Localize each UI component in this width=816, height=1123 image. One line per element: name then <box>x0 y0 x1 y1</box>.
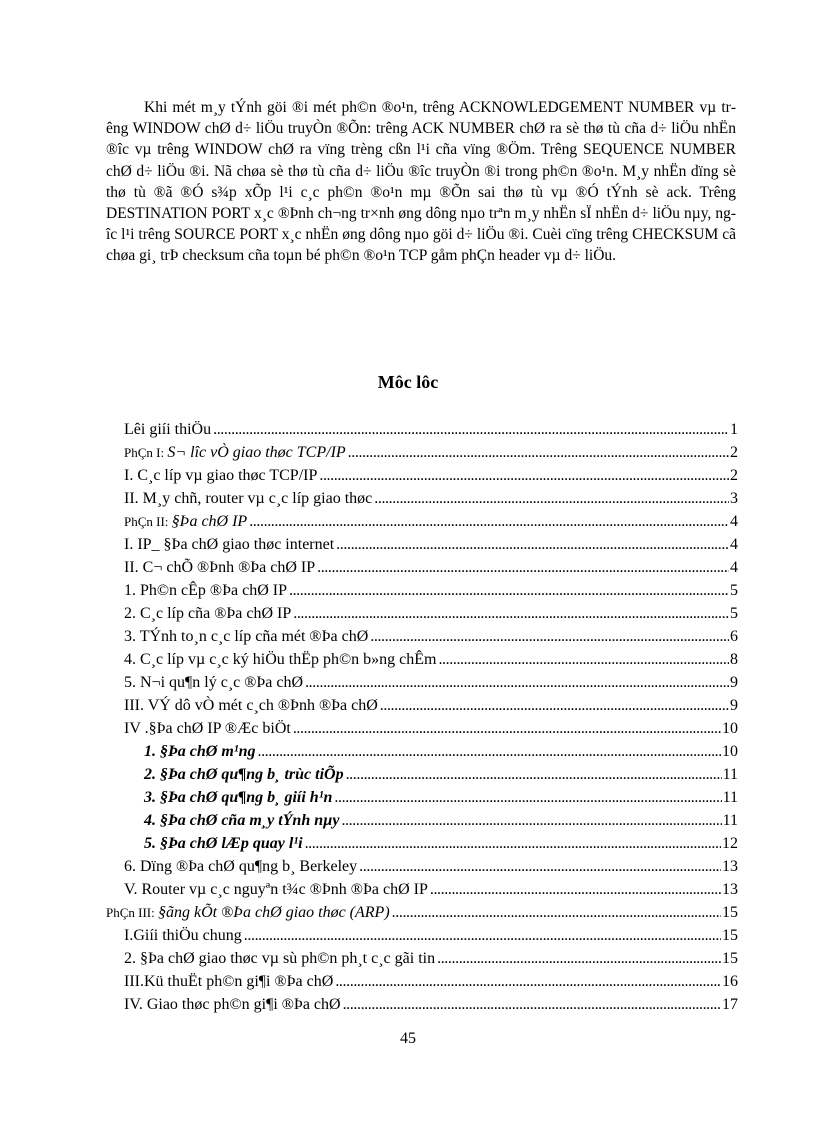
toc-entry[interactable] <box>124 648 738 670</box>
toc-entry-page: 5 <box>730 605 738 622</box>
toc-entry-page: 8 <box>730 651 738 668</box>
leader-dots <box>392 903 721 923</box>
toc-entry[interactable] <box>124 602 738 624</box>
leader-dots <box>305 673 729 693</box>
toc-entry-page: 1 <box>730 421 738 438</box>
toc-entry-label <box>124 512 249 532</box>
toc-entry[interactable] <box>124 464 738 486</box>
toc-entry-label: 5. N¬i qu¶n lý c¸c ®Þa chØ <box>124 674 304 691</box>
leader-dots <box>343 995 721 1015</box>
toc-entry-page: 4 <box>730 559 738 576</box>
toc-entry-page: 5 <box>730 582 738 599</box>
toc-entry[interactable] <box>124 924 738 946</box>
leader-dots <box>305 834 721 854</box>
leader-dots <box>317 558 729 578</box>
toc-title: Môc lôc <box>377 372 439 392</box>
toc-entry[interactable] <box>124 970 738 992</box>
toc-entry-page: 10 <box>722 743 738 760</box>
toc-entry-label: 3. §Þa chØ qu¶ng b¸ giíi h¹n <box>144 789 333 806</box>
toc-entry-sub[interactable] <box>144 763 738 785</box>
toc-entry-page: 16 <box>722 973 738 990</box>
toc-entry-sub[interactable] <box>144 809 738 831</box>
toc-entry[interactable] <box>124 487 738 509</box>
leader-dots <box>438 650 729 670</box>
leader-dots <box>213 420 729 440</box>
leader-dots <box>289 581 729 601</box>
toc-entry-label: III. VÝ dô vÒ mét c¸ch ®Þnh ®Þa chØ <box>124 697 378 714</box>
leader-dots <box>293 719 721 739</box>
leader-dots <box>346 765 722 785</box>
toc-entry-label: 3. TÝnh to¸n c¸c líp cña mét ®Þa chØ <box>124 628 369 645</box>
toc-entry-page: 4 <box>730 513 738 530</box>
toc-entry-label: I.Giíi thiÖu chung <box>124 927 242 944</box>
toc-entry-label: Lêi giíi thiÖu <box>124 421 212 438</box>
toc-entry-label: V. Router vµ c¸c nguyªn t¾c ®Þnh ®Þa chØ IP <box>124 881 428 898</box>
toc-entry[interactable] <box>124 625 738 647</box>
toc-entry-label <box>106 903 392 923</box>
toc-entry[interactable] <box>124 717 738 739</box>
toc-entry-page: 2 <box>730 467 738 484</box>
leader-dots <box>293 604 729 624</box>
toc-entry-page: 2 <box>730 444 738 461</box>
toc-entry-label: IV .§Þa chØ IP ®Æc biÖt <box>124 720 291 737</box>
toc-entry[interactable] <box>124 694 738 716</box>
leader-dots <box>335 972 721 992</box>
part-title: S¬ lîc vÒ giao thøc TCP/IP <box>167 444 346 461</box>
toc-entry-part-1[interactable] <box>124 441 738 463</box>
toc-entry-label: 1. Ph©n cÊp ®Þa chØ IP <box>124 582 287 599</box>
leader-dots <box>257 742 721 762</box>
toc-entry-page: 10 <box>722 720 738 737</box>
toc-entry-label: II. M¸y chñ, router vµ c¸c líp giao thøc <box>124 490 373 507</box>
part-title: §ãng kÕt ®Þa chØ giao thøc (ARP) <box>158 904 390 921</box>
toc-entry-page: 15 <box>722 904 738 921</box>
toc-entry-page: 13 <box>722 881 738 898</box>
toc-entry-label: IV. Giao thøc ph©n gi¶i ®Þa chØ <box>124 996 341 1013</box>
toc-entry-page: 12 <box>722 835 738 852</box>
leader-dots <box>374 489 729 509</box>
toc-entry[interactable] <box>124 579 738 601</box>
toc-entry-page: 9 <box>730 697 738 714</box>
toc-entry-label: 2. C¸c líp cña ®Þa chØ IP <box>124 605 292 622</box>
toc-entry[interactable] <box>124 993 738 1015</box>
toc-entry-page: 6 <box>730 628 738 645</box>
toc-entry-page: 15 <box>722 950 738 967</box>
toc-entry-page: 15 <box>722 927 738 944</box>
toc-entry[interactable] <box>124 855 738 877</box>
toc-entry-introduction[interactable] <box>124 418 738 440</box>
toc-entry-page: 9 <box>730 674 738 691</box>
toc-entry-sub[interactable] <box>144 832 738 854</box>
part-prefix: PhÇn II: <box>124 514 172 529</box>
toc-entry-sub[interactable] <box>144 740 738 762</box>
toc-entry[interactable] <box>124 533 738 555</box>
toc-entry-label: 6. Dïng ®Þa chØ qu¶ng b¸ Berkeley <box>124 858 358 875</box>
part-prefix: PhÇn III: <box>106 905 158 920</box>
toc-entry-page: 11 <box>722 766 738 783</box>
toc-entry-label: 5. §Þa chØ lÆp quay l¹i <box>144 835 303 852</box>
leader-dots <box>249 512 729 532</box>
part-prefix: PhÇn I: <box>124 445 168 460</box>
toc-entry-label: 4. §Þa chØ cña m¸y tÝnh nµy <box>144 812 340 829</box>
leader-dots <box>437 949 721 969</box>
toc-entry-part-2[interactable] <box>124 510 738 532</box>
toc-entry[interactable] <box>124 947 738 969</box>
leader-dots <box>348 443 729 463</box>
toc-entry-label: 2. §Þa chØ qu¶ng b¸ trùc tiÕp <box>144 766 344 783</box>
toc-entry-label: 2. §Þa chØ giao thøc vµ sù ph©n ph¸t c¸c gãi tin <box>124 950 436 967</box>
toc-entry[interactable] <box>124 671 738 693</box>
toc-entry-page: 4 <box>730 536 738 553</box>
toc-entry-page: 13 <box>722 858 738 875</box>
toc-entry-label: 4. C¸c líp vµ c¸c ký hiÖu thËp ph©n b»ng chÊm <box>124 651 437 668</box>
leader-dots <box>359 857 721 877</box>
leader-dots <box>430 880 721 900</box>
toc-entry-label: I. IP_ §Þa chØ giao thøc internet <box>124 536 335 553</box>
toc-entry-label: II. C¬ chÕ ®Þnh ®Þa chØ IP <box>124 559 316 576</box>
toc-entry-label: III.Kü thuËt ph©n gi¶i ®Þa chØ <box>124 973 334 990</box>
leader-dots <box>319 466 729 486</box>
leader-dots <box>380 696 729 716</box>
toc-entry-sub[interactable] <box>144 786 738 808</box>
toc-entry-label: I. C¸c líp vµ giao thøc TCP/IP <box>124 467 318 484</box>
toc-entry-page: 17 <box>722 996 738 1013</box>
leader-dots <box>336 535 729 555</box>
toc-entry-label <box>124 443 348 463</box>
toc-entry[interactable] <box>124 878 738 900</box>
body-paragraph: Khi mét m¸y tÝnh göi ®i mét ph©n ®o¹n, trêng ACKNOWLEDGEMENT NUMBER vµ trêng WINDOW chØ d÷ liÖu truyÒn ®Õn: trêng ACK NUMBER chØ ra sè thø tù cña d÷ liÖu nhËn ®îc vµ trêng WINDOW chØ ra vïng trèng cßn l¹i cña vïng ®Öm. Trêng SEQUENCE NUMBER chØ d÷ liÖu ®i. Nã chøa sè thø tù cña d÷ liÖu ®îc truyÒn ®i trong ph©n ®o¹n. M¸y nhËn dïng sè thø tù ®ã ®Ó s¾p xÕp l¹i c¸c ph©n ®o¹n mµ ®Õn sai thø tù vµ ®Ó tÝnh sè ack. Trêng DESTINATION PORT x¸c ®Þnh ch¬ng tr×nh øng dông nµo trªn m¸y nhËn sÏ nhËn d÷ liÖu nµy, ngîc l¹i trêng SOURCE PORT x¸c nhËn øng dông nµo göi d÷ liÖu ®i. Cuèi cïng trêng CHECKSUM cã chøa gi¸ trÞ checksum cña toµn bé ph©n ®o¹n TCP gåm phÇn header vµ d÷ liÖu. <box>106 99 736 265</box>
toc-entry-part-3[interactable] <box>106 901 738 923</box>
toc-entry[interactable] <box>124 556 738 578</box>
toc-entry-page: 3 <box>730 490 738 507</box>
part-title: §Þa chØ IP <box>171 513 248 530</box>
leader-dots <box>244 926 721 946</box>
leader-dots <box>341 811 721 831</box>
toc-entry-label: 1. §Þa chØ m¹ng <box>144 743 256 760</box>
toc-entry-page: 11 <box>722 789 738 806</box>
page-number: 45 <box>400 1030 416 1047</box>
leader-dots <box>370 627 729 647</box>
toc-entry-page: 11 <box>722 812 738 829</box>
leader-dots <box>334 788 721 808</box>
